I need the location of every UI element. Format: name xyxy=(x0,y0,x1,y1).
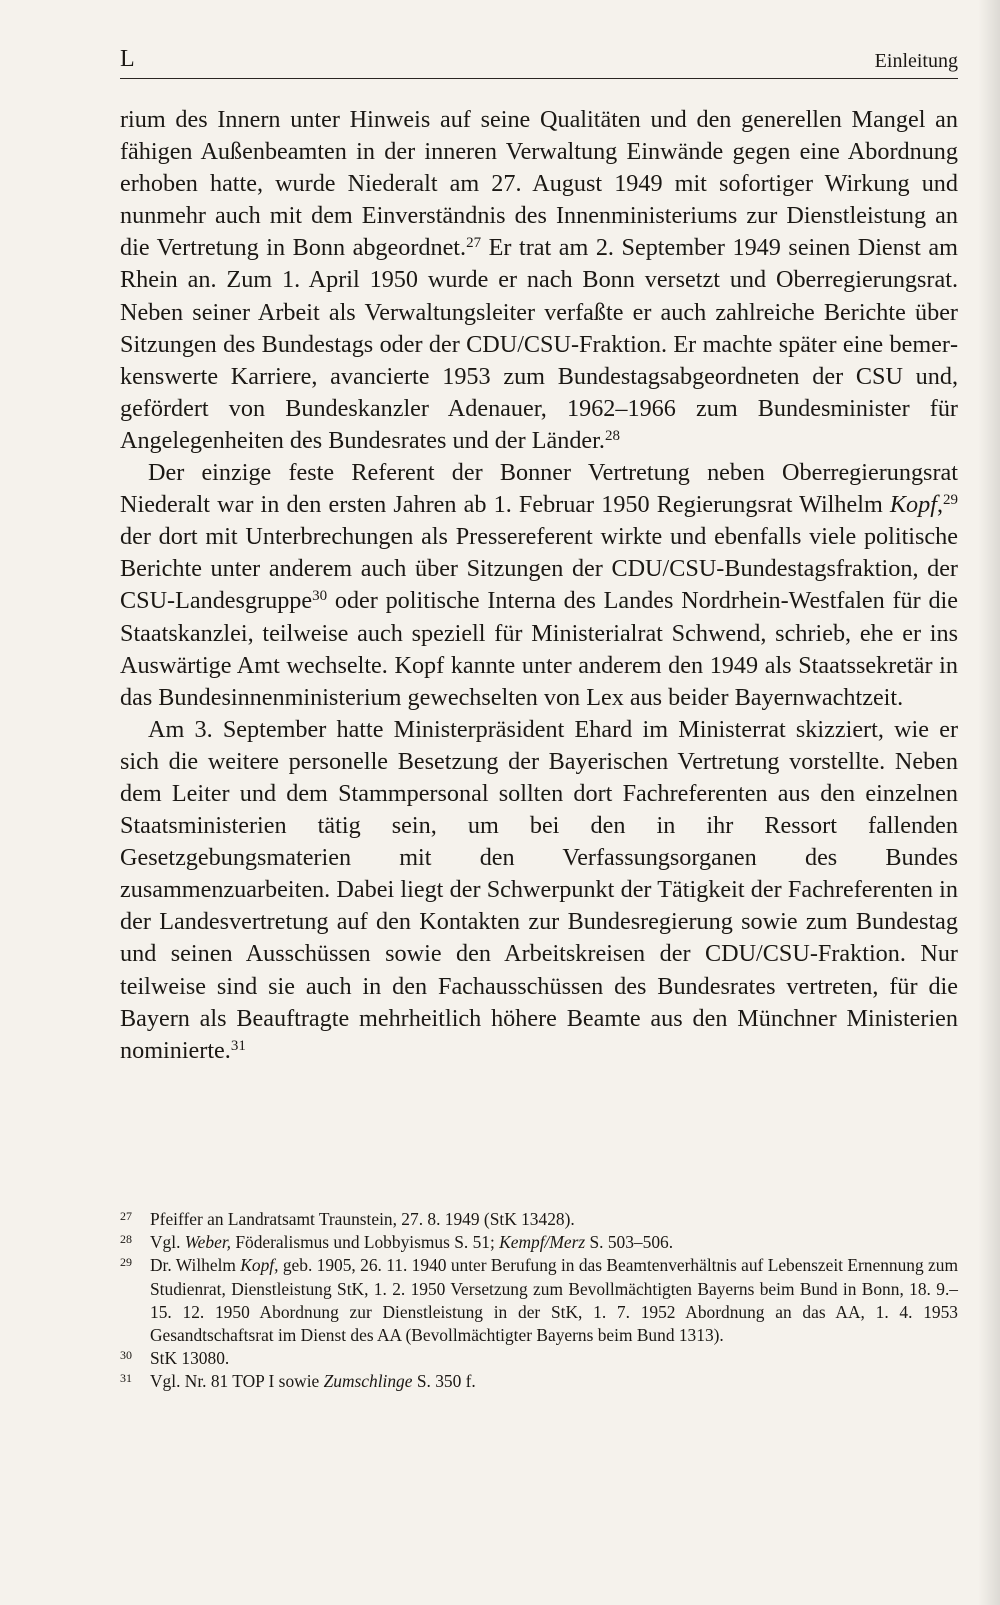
footnote-reference: 27 xyxy=(466,235,482,252)
text-run: , xyxy=(936,491,943,519)
footnote-reference: 28 xyxy=(604,427,620,444)
footnote-reference: 29 xyxy=(943,491,958,508)
footnote-reference: 30 xyxy=(312,588,328,605)
footnote xyxy=(120,1254,958,1347)
page-edge-shadow xyxy=(978,0,1000,1605)
footnote-number: 29 xyxy=(120,1255,132,1270)
footnote-number: 30 xyxy=(120,1348,132,1363)
italic-text: Zumschlinge xyxy=(323,1371,413,1392)
text-run: StK 13080. xyxy=(150,1348,230,1369)
page-number: L xyxy=(120,46,135,72)
text-run: Föderalismus und Lobbyismus S. 51; xyxy=(231,1232,500,1253)
footnote-number: 28 xyxy=(120,1232,132,1247)
text-run: Pfeiffer an Landratsamt Traunstein, 27. 8. 1949 (StK 13428). xyxy=(150,1209,575,1229)
footnote xyxy=(120,1347,958,1370)
text-run: S. 350 f. xyxy=(412,1371,476,1392)
text-run: Am 3. September hatte Ministerpräsident Ehard im Ministerrat skizziert, wie er sich die weitere personelle Besetzung der Bayerischen Vertretung vorstellte. Neben dem Leiter und dem Stammpersonal sollten dort Fachreferenten aus den einzelnen Staatsministerien tätig sein, um bei den in ihr Ressort fallenden Gesetzgebungsmaterien mit den Verfassungsorganen des Bundes zusammenzuarbeiten. Dabei liegt der Schwerpunkt der Tätigkeit der Fachreferenten in der Landesvertretung auf den Kontakten zur Bundesregierung sowie zum Bundestag und seinen Ausschüssen sowie den Arbeitskreisen der CDU/CSU-Fraktion. Nur teilweise sind sie auch in den Fachausschüssen des Bundesrates vertreten, für die Bayern als Beauftragte mehrheitlich höhere Beamte aus den Münchner Ministerien nominierte. xyxy=(120,715,958,1064)
text-run: geb. 1905, 26. 11. 1940 unter Berufung in das Beamtenverhältnis auf Lebenszeit Ernennung zum Studienrat, Dienstleistung StK, 1. 2. 1950 Versetzung zum Bevollmächtigten Bayerns beim Bund in Bonn, 18. 9.–15. 12. 1950 Abordnung zur Dienstleistung in der StK, 1. 7. 1952 Abordnung an das AA, 1. 4. 1953 Gesandtschaftsrat im Dienst des AA (Bevollmächtigter Bayerns beim Bund 1313). xyxy=(150,1255,958,1346)
footnotes xyxy=(120,1208,958,1394)
italic-text: Weber, xyxy=(184,1232,232,1253)
text-run: Vgl. Nr. 81 TOP I sowie xyxy=(150,1371,324,1392)
text-run: oder politische Interna des Landes Nordrhein-Westfalen für die Staatskanzlei, teilweise auch speziell für Ministerialrat Schwend, schrieb, ehe er ins Auswärtige Amt wechselte. Kopf kannte unter anderem den 1949 als Staatssekretär in das Bundesinnenministerium gewechselten von Lex aus beider Bayernwachtzeit. xyxy=(120,587,958,711)
main-text xyxy=(120,104,958,1067)
text-run: Der einzige feste Referent der Bonner Vertretung neben Oberregierungsrat Niederalt war in den ersten Jahren ab 1. Februar 1950 Regierungsrat Wilhelm xyxy=(120,459,958,519)
text-run: Dr. Wilhelm xyxy=(150,1255,241,1276)
italic-text: Kempf/Merz xyxy=(499,1232,586,1253)
text-run: rium des Innern unter Hinweis auf seine Qualitäten und den generellen Mangel an fähigen Außenbeamten in der inneren Verwaltung Einwände gegen eine Abordnung erhoben hatte, wurde Niederalt am 27. August 1949 mit sofortiger Wirkung und nunmehr auch mit dem Einverständnis des Innenministeriums zur Dienstleistung an die Vertretung in Bonn abgeordnet. xyxy=(120,106,958,262)
paragraph xyxy=(120,104,958,457)
text-run: der dort mit Unterbrechungen als Pressereferent wirkte und ebenfalls viele politische Berichte unter anderem auch über Sitzungen der CDU/CSU-Bundestagsfraktion, der CSU-Landesgruppe xyxy=(120,523,958,615)
text-run: Er trat am 2. September 1949 seinen Dienst am Rhein an. Zum 1. April 1950 wurde er nach Bonn versetzt und Oberregierungsrat. Neben seiner Arbeit als Verwaltungsleiter verfaßte er auch zahlreiche Berichte über Sitzungen des Bundestags oder der CDU/CSU-Fraktion. Er machte später eine bemerkenswerte Karriere, avancierte 1953 zum Bundestagsabgeordneten der CSU und, gefördert von Bundeskanzler Adenauer, 1962–1966 zum Bundesminister für Angelegenheiten des Bundesrates und der Länder. xyxy=(120,234,958,454)
footnote-reference: 31 xyxy=(230,1037,246,1054)
footnote xyxy=(120,1370,958,1393)
footnote xyxy=(120,1231,958,1254)
paragraph xyxy=(120,714,958,1067)
italic-text: Kopf xyxy=(889,491,937,519)
text-run: Vgl. xyxy=(150,1232,185,1253)
text-run: S. 503–506. xyxy=(585,1232,674,1253)
footnote xyxy=(120,1208,958,1231)
running-header xyxy=(120,44,958,79)
paragraph xyxy=(120,457,958,714)
footnote-number: 27 xyxy=(120,1209,132,1223)
italic-text: Kopf, xyxy=(240,1255,279,1276)
footnote-number: 31 xyxy=(120,1371,132,1386)
running-title: Einleitung xyxy=(874,50,958,72)
